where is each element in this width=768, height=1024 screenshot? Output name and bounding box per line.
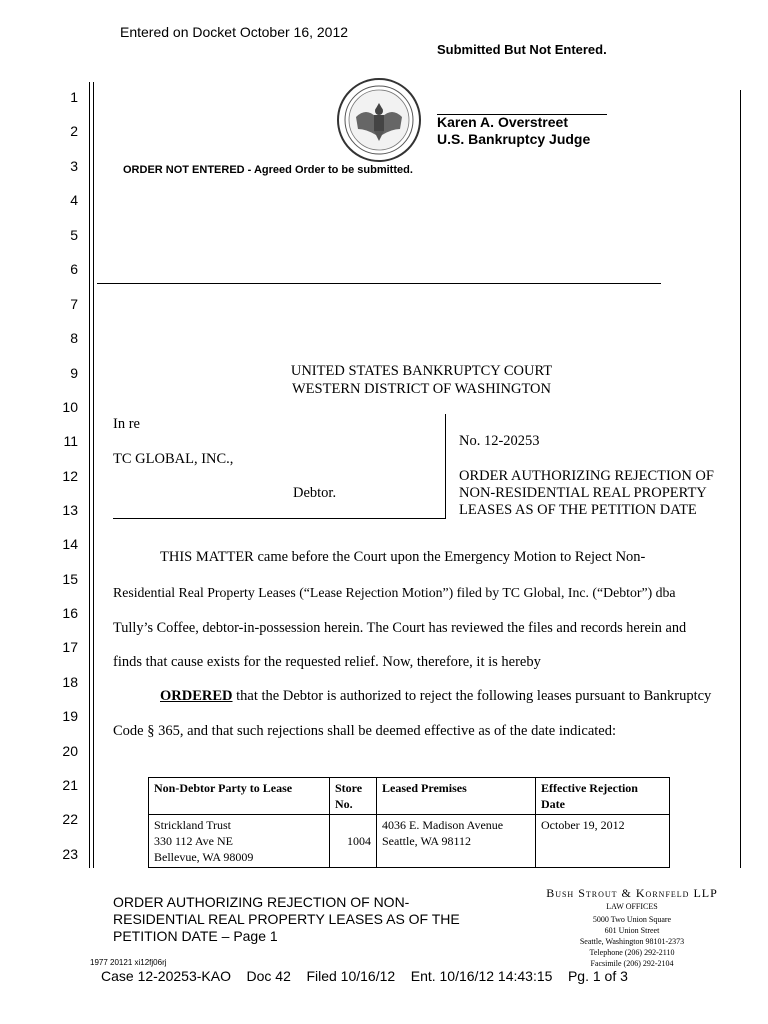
body-line: finds that cause exists for the requested relief. Now, therefore, it is hereby <box>113 654 541 670</box>
submitted-not-entered: Submitted But Not Entered. <box>437 42 607 57</box>
party-line: 330 112 Ave NE <box>154 834 233 848</box>
header-party: Non-Debtor Party to Lease <box>149 778 330 815</box>
line-number: 20 <box>62 743 78 759</box>
line-number: 8 <box>70 330 78 346</box>
left-margin-rule-inner <box>93 82 94 868</box>
left-margin-rule <box>89 82 90 868</box>
premises-line: 4036 E. Madison Avenue <box>382 818 504 832</box>
order-not-entered-note: ORDER NOT ENTERED - Agreed Order to be submitted. <box>123 164 413 176</box>
right-margin-rule <box>740 90 741 868</box>
order-title-line2: NON-RESIDENTIAL REAL PROPERTY <box>459 485 707 501</box>
header-divider <box>97 283 661 284</box>
lease-table <box>148 777 670 868</box>
body-line: Tully’s Coffee, debtor-in-possession herein. The Court has reviewed the files and records herein and <box>113 620 687 636</box>
cell-store: 1004 <box>330 815 377 868</box>
firm-subtitle: LAW OFFICES <box>606 902 658 911</box>
caption-divider <box>445 414 446 519</box>
premises-line: Seattle, WA 98112 <box>382 834 471 848</box>
line-number: 7 <box>70 296 78 312</box>
judge-title: U.S. Bankruptcy Judge <box>437 131 591 147</box>
line-number: 12 <box>62 468 78 484</box>
line-number: 1 <box>70 89 78 105</box>
order-title-line1: ORDER AUTHORIZING REJECTION OF <box>459 468 714 484</box>
line-number: 23 <box>62 846 78 862</box>
line-number: 17 <box>62 639 78 655</box>
caption-bottom-rule <box>113 518 445 519</box>
header-premises: Leased Premises <box>377 778 536 815</box>
body-line: THIS MATTER came before the Court upon the Emergency Motion to Reject Non- <box>160 549 646 565</box>
table-header-row <box>149 778 670 815</box>
line-number: 15 <box>62 571 78 587</box>
ordered-paragraph <box>160 688 711 705</box>
firm-address-3: Seattle, Washington 98101-2373 <box>579 937 685 946</box>
footer-title-line2: RESIDENTIAL REAL PROPERTY LEASES AS OF THE <box>113 911 460 927</box>
party-line: Bellevue, WA 98009 <box>154 850 254 864</box>
line-number: 6 <box>70 261 78 277</box>
line-number: 11 <box>63 433 78 449</box>
entered-on-docket: Entered on Docket October 16, 2012 <box>120 24 349 40</box>
line-number: 13 <box>62 502 78 518</box>
line-number: 2 <box>70 123 78 139</box>
firm-address-1: 5000 Two Union Square <box>592 915 672 924</box>
case-number: No. 12-20253 <box>459 433 540 449</box>
line-number: 4 <box>70 192 78 208</box>
firm-name: Bush Strout & Kornfeld LLP <box>546 886 718 900</box>
line-number: 19 <box>62 708 78 724</box>
debtor-label: Debtor. <box>293 485 337 501</box>
line-number: 10 <box>62 399 78 415</box>
table-row <box>149 815 670 868</box>
document-code: 1977 20121 xi12fj06rj <box>90 958 167 967</box>
body-line: Residential Real Property Leases (“Lease Rejection Motion”) filed by TC Global, Inc. (“Debtor”) dba <box>113 585 676 600</box>
line-number: 14 <box>62 536 78 552</box>
line-number: 9 <box>70 365 78 381</box>
court-seal-icon <box>336 77 422 163</box>
debtor-name: TC GLOBAL, INC., <box>113 451 234 467</box>
in-re: In re <box>113 416 140 432</box>
footer-title-line3: PETITION DATE – Page 1 <box>113 928 278 944</box>
line-number: 22 <box>62 811 78 827</box>
line-number: 21 <box>62 777 78 793</box>
order-title-line3: LEASES AS OF THE PETITION DATE <box>459 502 697 518</box>
header-date: Effective Rejection Date <box>536 778 670 815</box>
footer-title-line1: ORDER AUTHORIZING REJECTION OF NON- <box>113 894 410 910</box>
judge-name: Karen A. Overstreet <box>437 114 568 130</box>
header-store: Store No. <box>330 778 377 815</box>
court-name: UNITED STATES BANKRUPTCY COURT <box>290 363 553 379</box>
line-number: 16 <box>62 605 78 621</box>
firm-phone: Telephone (206) 292-2110 <box>589 948 675 957</box>
ordered-keyword: ORDERED <box>160 688 233 704</box>
body-line: Code § 365, and that such rejections shall be deemed effective as of the date indicated: <box>113 723 617 739</box>
cell-premises <box>377 815 536 868</box>
line-number: 5 <box>70 227 78 243</box>
line-number: 18 <box>62 674 78 690</box>
cell-date: October 19, 2012 <box>536 815 670 868</box>
firm-address-2: 601 Union Street <box>604 926 660 935</box>
ordered-text: that the Debtor is authorized to reject the following leases pursuant to Bankruptcy <box>232 688 712 704</box>
cell-party <box>149 815 330 868</box>
party-line: Strickland Trust <box>154 818 232 832</box>
firm-fax: Facsimile (206) 292-2104 <box>590 959 674 968</box>
line-number: 3 <box>70 158 78 174</box>
case-filing-stamp: Case 12-20253-KAO Doc 42 Filed 10/16/12 Ent. 10/16/12 14:43:15 Pg. 1 of 3 <box>101 968 628 984</box>
court-district: WESTERN DISTRICT OF WASHINGTON <box>292 381 551 397</box>
